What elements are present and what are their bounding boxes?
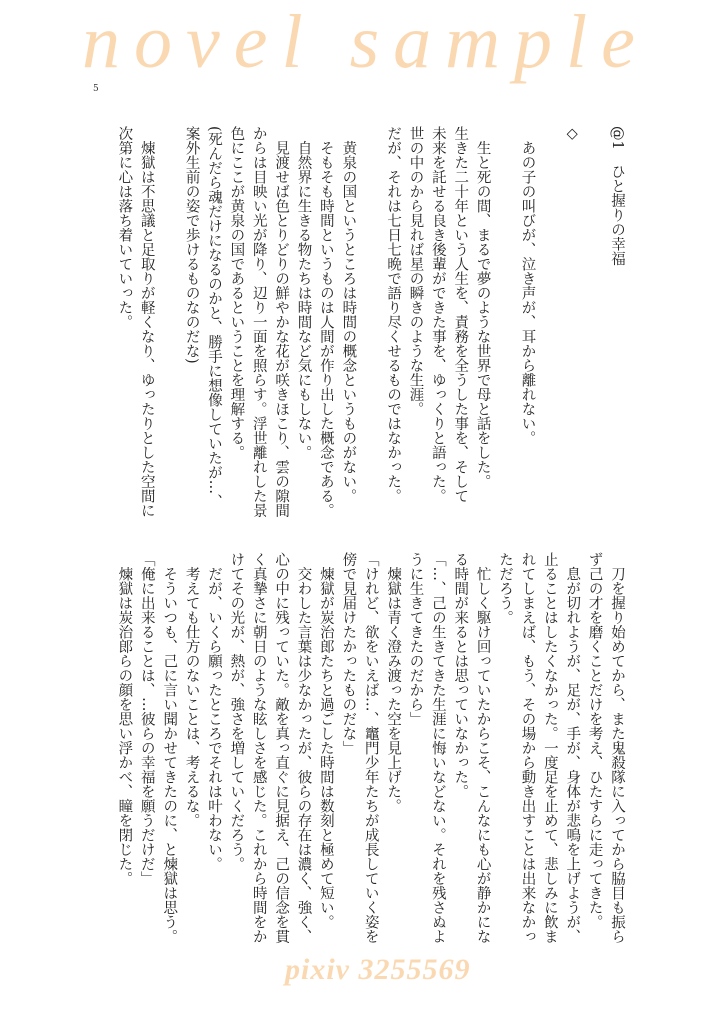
text-line: うに生きてきたのだから」 — [407, 552, 424, 726]
text-block-top — [110, 126, 628, 518]
text-line: ず己の才を磨くことだけを考え、ひたすらに走ってきた。 — [586, 552, 603, 929]
text-line: 未来を託せる良き後輩ができた事を、ゆっくりと語った。 — [429, 126, 446, 503]
text-line: そもそも時間というものは人間が作り出した概念である。 — [317, 126, 334, 518]
novel-sample-watermark: novel sample — [82, 0, 649, 84]
text-line: あの子の叫びが、泣き声が、耳から離れない。 — [519, 126, 536, 445]
text-line: 世の中のから見れば星の瞬きのような生涯。 — [407, 126, 424, 416]
text-line: く真摯さに朝日のような眩しさを感じた。これから時間をか — [250, 552, 267, 944]
text-line: 案外生前の姿で歩けるものなのだな) — [183, 126, 200, 364]
text-block-bottom — [110, 552, 628, 944]
text-line: 生と死の間、まるで夢のような世界で母と話をした。 — [474, 126, 491, 489]
text-line: そういつも、己に言い聞かせてきたのに、と煉獄は思う。 — [161, 552, 178, 944]
text-line: 傍で見届けたかったものだな」 — [340, 552, 357, 755]
text-line: れてしまえば、もう、その場から動き出すことは出来なかっ — [519, 552, 536, 944]
text-line: 黄泉の国というところは時間の概念というものがない。 — [340, 126, 357, 503]
text-line: だが、いくら願ったところでそれは叶わない。 — [205, 552, 222, 871]
text-line: 煉獄は炭治郎らの顔を思い浮かべ、瞳を閉じた。 — [116, 552, 133, 886]
text-line: だが、それは七日七晩で語り尽くせるものではなかった。 — [385, 126, 402, 503]
text-line: 生きた二十年という人生を、責務を全うした事を、そして — [452, 126, 469, 503]
text-line: 煉獄が炭治郎たちと過ごした時間は数刻と極めて短い。 — [317, 552, 334, 929]
text-line: 見渡せば色とりどりの鮮やかな花が咲きほこり、雲の隙間 — [273, 126, 290, 518]
text-line: 息が切れようが、足が、手が、身体が悲鳴を上げようが、 — [564, 552, 581, 944]
text-line: 煉獄は青く澄み渡った空を見上げた。 — [385, 552, 402, 813]
text-line — [494, 126, 516, 514]
text-line: る時間が来るとは思っていなかった。 — [452, 552, 469, 799]
text-line — [359, 126, 381, 514]
text-line: 色にここが黄泉の国であるということを理解する。 — [228, 126, 245, 460]
text-line: 考えても仕方のないことは、考えるな。 — [183, 552, 200, 828]
text-line: 刀を握り始めてから、また鬼殺隊に入ってから脇目も振ら — [609, 552, 625, 944]
text-line — [538, 126, 560, 514]
text-line: 「…、己の生きてきた生涯に悔いなどない。それを残さぬよ — [429, 552, 446, 944]
text-line: けてその光が、熱が、強さを増していくだろう。 — [228, 552, 245, 871]
text-line: ◇ — [564, 126, 581, 142]
text-line: 「俺に出来ることは、…彼らの幸福を願うだけだ」 — [138, 552, 155, 886]
text-line: 交わした言葉は少なかったが、彼らの存在は濃く、強く、 — [295, 552, 312, 944]
text-line: 煉獄は不思議と足取りが軽くなり、ゆったりとした空間に — [138, 126, 155, 518]
text-line — [583, 126, 605, 514]
page-number: 5 — [93, 84, 99, 94]
text-line: 忙しく駆け回っていたからこそ、こんなにも心が静かにな — [474, 552, 491, 944]
text-line — [158, 126, 180, 514]
text-line: 自然界に生きる物たちは時間など気にもしない。 — [295, 126, 312, 460]
text-line: 次第に心は落ち着いていった。 — [116, 126, 133, 329]
text-line: 止ることはしたくなかった。一度足を止めて、悲しみに飲ま — [541, 552, 558, 944]
text-line: @1 ひと握りの幸福 — [609, 126, 625, 266]
text-line: 心の中に残っていた。敵を真っ直ぐに見据え、己の信念を貫 — [273, 552, 290, 944]
text-line: (死んだら魂だけになるのかと、勝手に想像していたが…、 — [205, 126, 222, 509]
text-line: 「けれど、欲をいえば…、竈門少年たちが成長していく姿を — [362, 552, 379, 944]
text-line: ただろう。 — [497, 552, 514, 625]
text-line: からは目映い光が降り、辺り一面を照らす。浮世離れした景 — [250, 126, 267, 518]
pixiv-id-watermark: pixiv 3255569 — [285, 953, 471, 986]
